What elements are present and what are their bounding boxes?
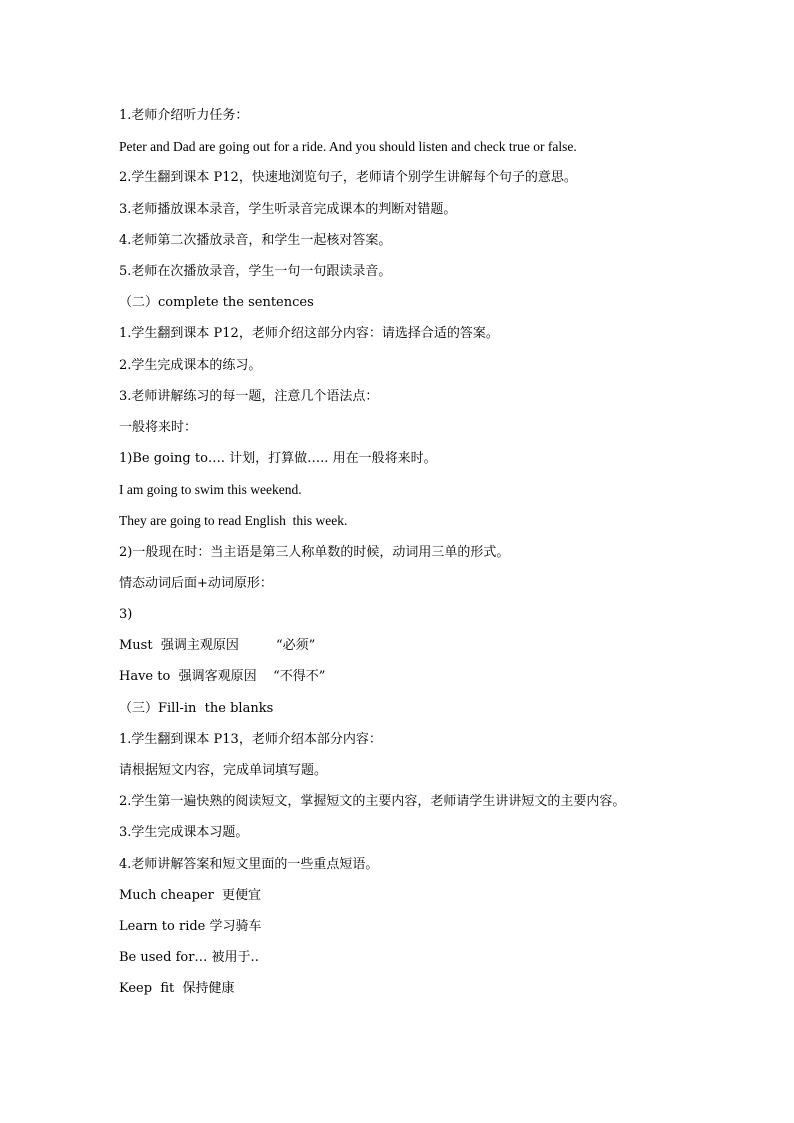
section-heading: （三）Fill-in the blanks [119, 700, 274, 716]
phrase-line: Much cheaper 更便宜 [119, 887, 262, 903]
text-line: 1)Be going to…. 计划，打算做….. 用在一般将来时。 [119, 451, 437, 467]
text-line: 情态动词后面+动词原形： [119, 575, 273, 591]
text-line: 2.学生完成课本的练习。 [119, 357, 262, 373]
phrase-line: Keep fit 保持健康 [119, 981, 235, 997]
text-line: 4.老师讲解答案和短文里面的一些重点短语。 [119, 856, 379, 872]
text-line: Must 强调主观原因 “必须” [119, 638, 316, 654]
text-line: 请根据短文内容，完成单词填写题。 [119, 762, 328, 778]
text-line: 2.学生第一遍快熟的阅读短文，掌握短文的主要内容，老师请学生讲讲短文的主要内容。 [119, 794, 626, 810]
text-line: 5.老师在次播放录音，学生一句一句跟读录音。 [119, 263, 392, 279]
text-line: 1.学生翻到课本 P13，老师介绍本部分内容： [119, 731, 382, 747]
phrase-line: Be used for… 被用于.. [119, 950, 259, 966]
document-body [119, 100, 699, 1004]
text-line: 2.学生翻到课本 P12，快速地浏览句子，老师请个别学生讲解每个句子的意思。 [119, 170, 577, 186]
text-line: Peter and Dad are going out for a ride. And you should listen and check true or false. [119, 139, 577, 155]
example-sentence: They are going to read English this week. [119, 513, 348, 529]
phrase-line: Learn to ride 学习骑车 [119, 918, 262, 934]
text-line: 一般将来时： [119, 419, 198, 435]
text-line: 3.老师讲解练习的每一题，注意几个语法点： [119, 388, 379, 404]
text-line: 2)一般现在时：当主语是第三人称单数的时候，动词用三单的形式。 [119, 544, 510, 560]
text-line: 3) [119, 607, 133, 622]
text-line: 1.老师介绍听力任务： [119, 108, 249, 123]
text-line: 1.学生翻到课本 P12，老师介绍这部分内容：请选择合适的答案。 [119, 326, 499, 342]
example-sentence: I am going to swim this weekend. [119, 482, 302, 498]
text-line: 3.学生完成课本习题。 [119, 825, 249, 841]
text-line: Have to 强调客观原因 “不得不” [119, 669, 326, 685]
section-heading: （二）complete the sentences [119, 295, 314, 311]
text-line: 4.老师第二次播放录音，和学生一起核对答案。 [119, 232, 392, 248]
text-line: 3.老师播放课本录音，学生听录音完成课本的判断对错题。 [119, 201, 457, 217]
